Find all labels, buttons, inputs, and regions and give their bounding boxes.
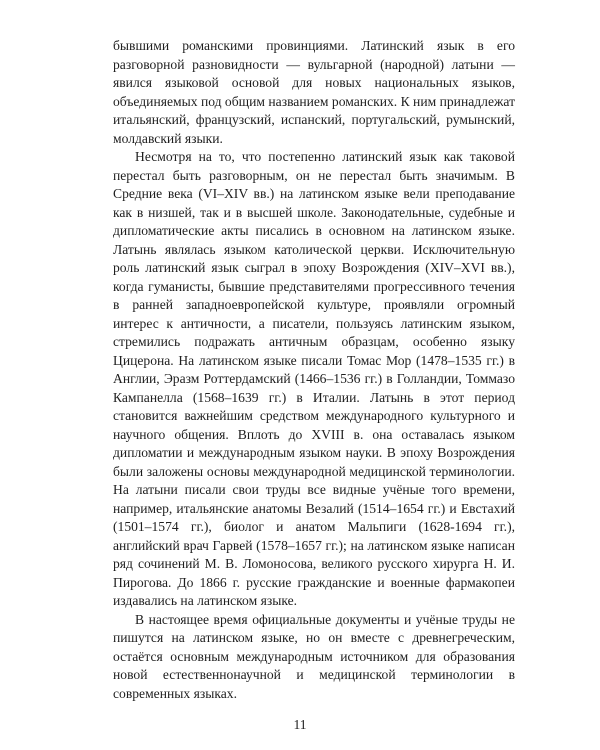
paragraph-continuation: бывшими романскими провинциями. Латинский язык в его разговорной разновидности — вульгарной (народной) латыни — явился языковой основой для новых национальных языков, объединяемых под общим названием романских. К ним принадлежат итальянский, французский, испанский, португальский, румынский, молдавский языки. <box>113 38 516 146</box>
body-text <box>113 37 515 703</box>
paragraph-modern-latin: В настоящее время официальные документы и учёные труды не пишутся на латинском языке, но он вместе с древнегреческим, остаётся основным международным источником для образования новой естественнонаучной и медицинской терминологии в современных языках. <box>113 611 515 701</box>
paragraph-latin-history: Несмотря на то, что постепенно латинский язык как таковой перестал быть разговорным, он не перестал быть значимым. В Средние века (VI–XIV вв.) на латинском языке вели преподавание как в низшей, так и в высшей школе. Законодательные, судебные и дипломатические акты писались в основном на латинском языке. Латынь являлась языком католической церкви. Исключительную роль латинский язык сыграл в эпоху Возрождения (XIV–XVI вв.), когда гуманисты, бывшие представителями прогрессивного течения в ранней западноевропейской культуре, проявляли огромный интерес к античности, а писатели, пользуясь латинским языком, стремились подражать античным образцам, особенно языку Цицерона. На латинском языке писали Томас Мор (1478–1535 гг.) в Англии, Эразм Роттердамский (1466–1536 гг.) в Голландии, Томмазо Кампанелла (1568–1639 гг.) в Италии. Латынь в этот период становится важнейшим средством международного культурного и научного общения. Вплоть до XVIII в. она оставалась языком дипломатии и международным языком науки. В эпоху Возрождения были заложены основы международной медицинской терминологии. На латыни писали свои труды все видные учёные того времени, например, итальянские анатомы Везалий (1514–1654 гг.) и Евстахий (1501–1574 гг.), биолог и анатом Мальпиги (1628-1694 гг.), английский врач Гарвей (1578–1657 гг.); на латинском языке написан ряд сочинений М. В. Ломоносова, великого русского хирурга Н. И. Пирогова. До 1866 г. русские гражданские и военные фармакопеи издавались на латинском языке. <box>113 149 515 608</box>
page-number: 11 <box>293 717 307 732</box>
